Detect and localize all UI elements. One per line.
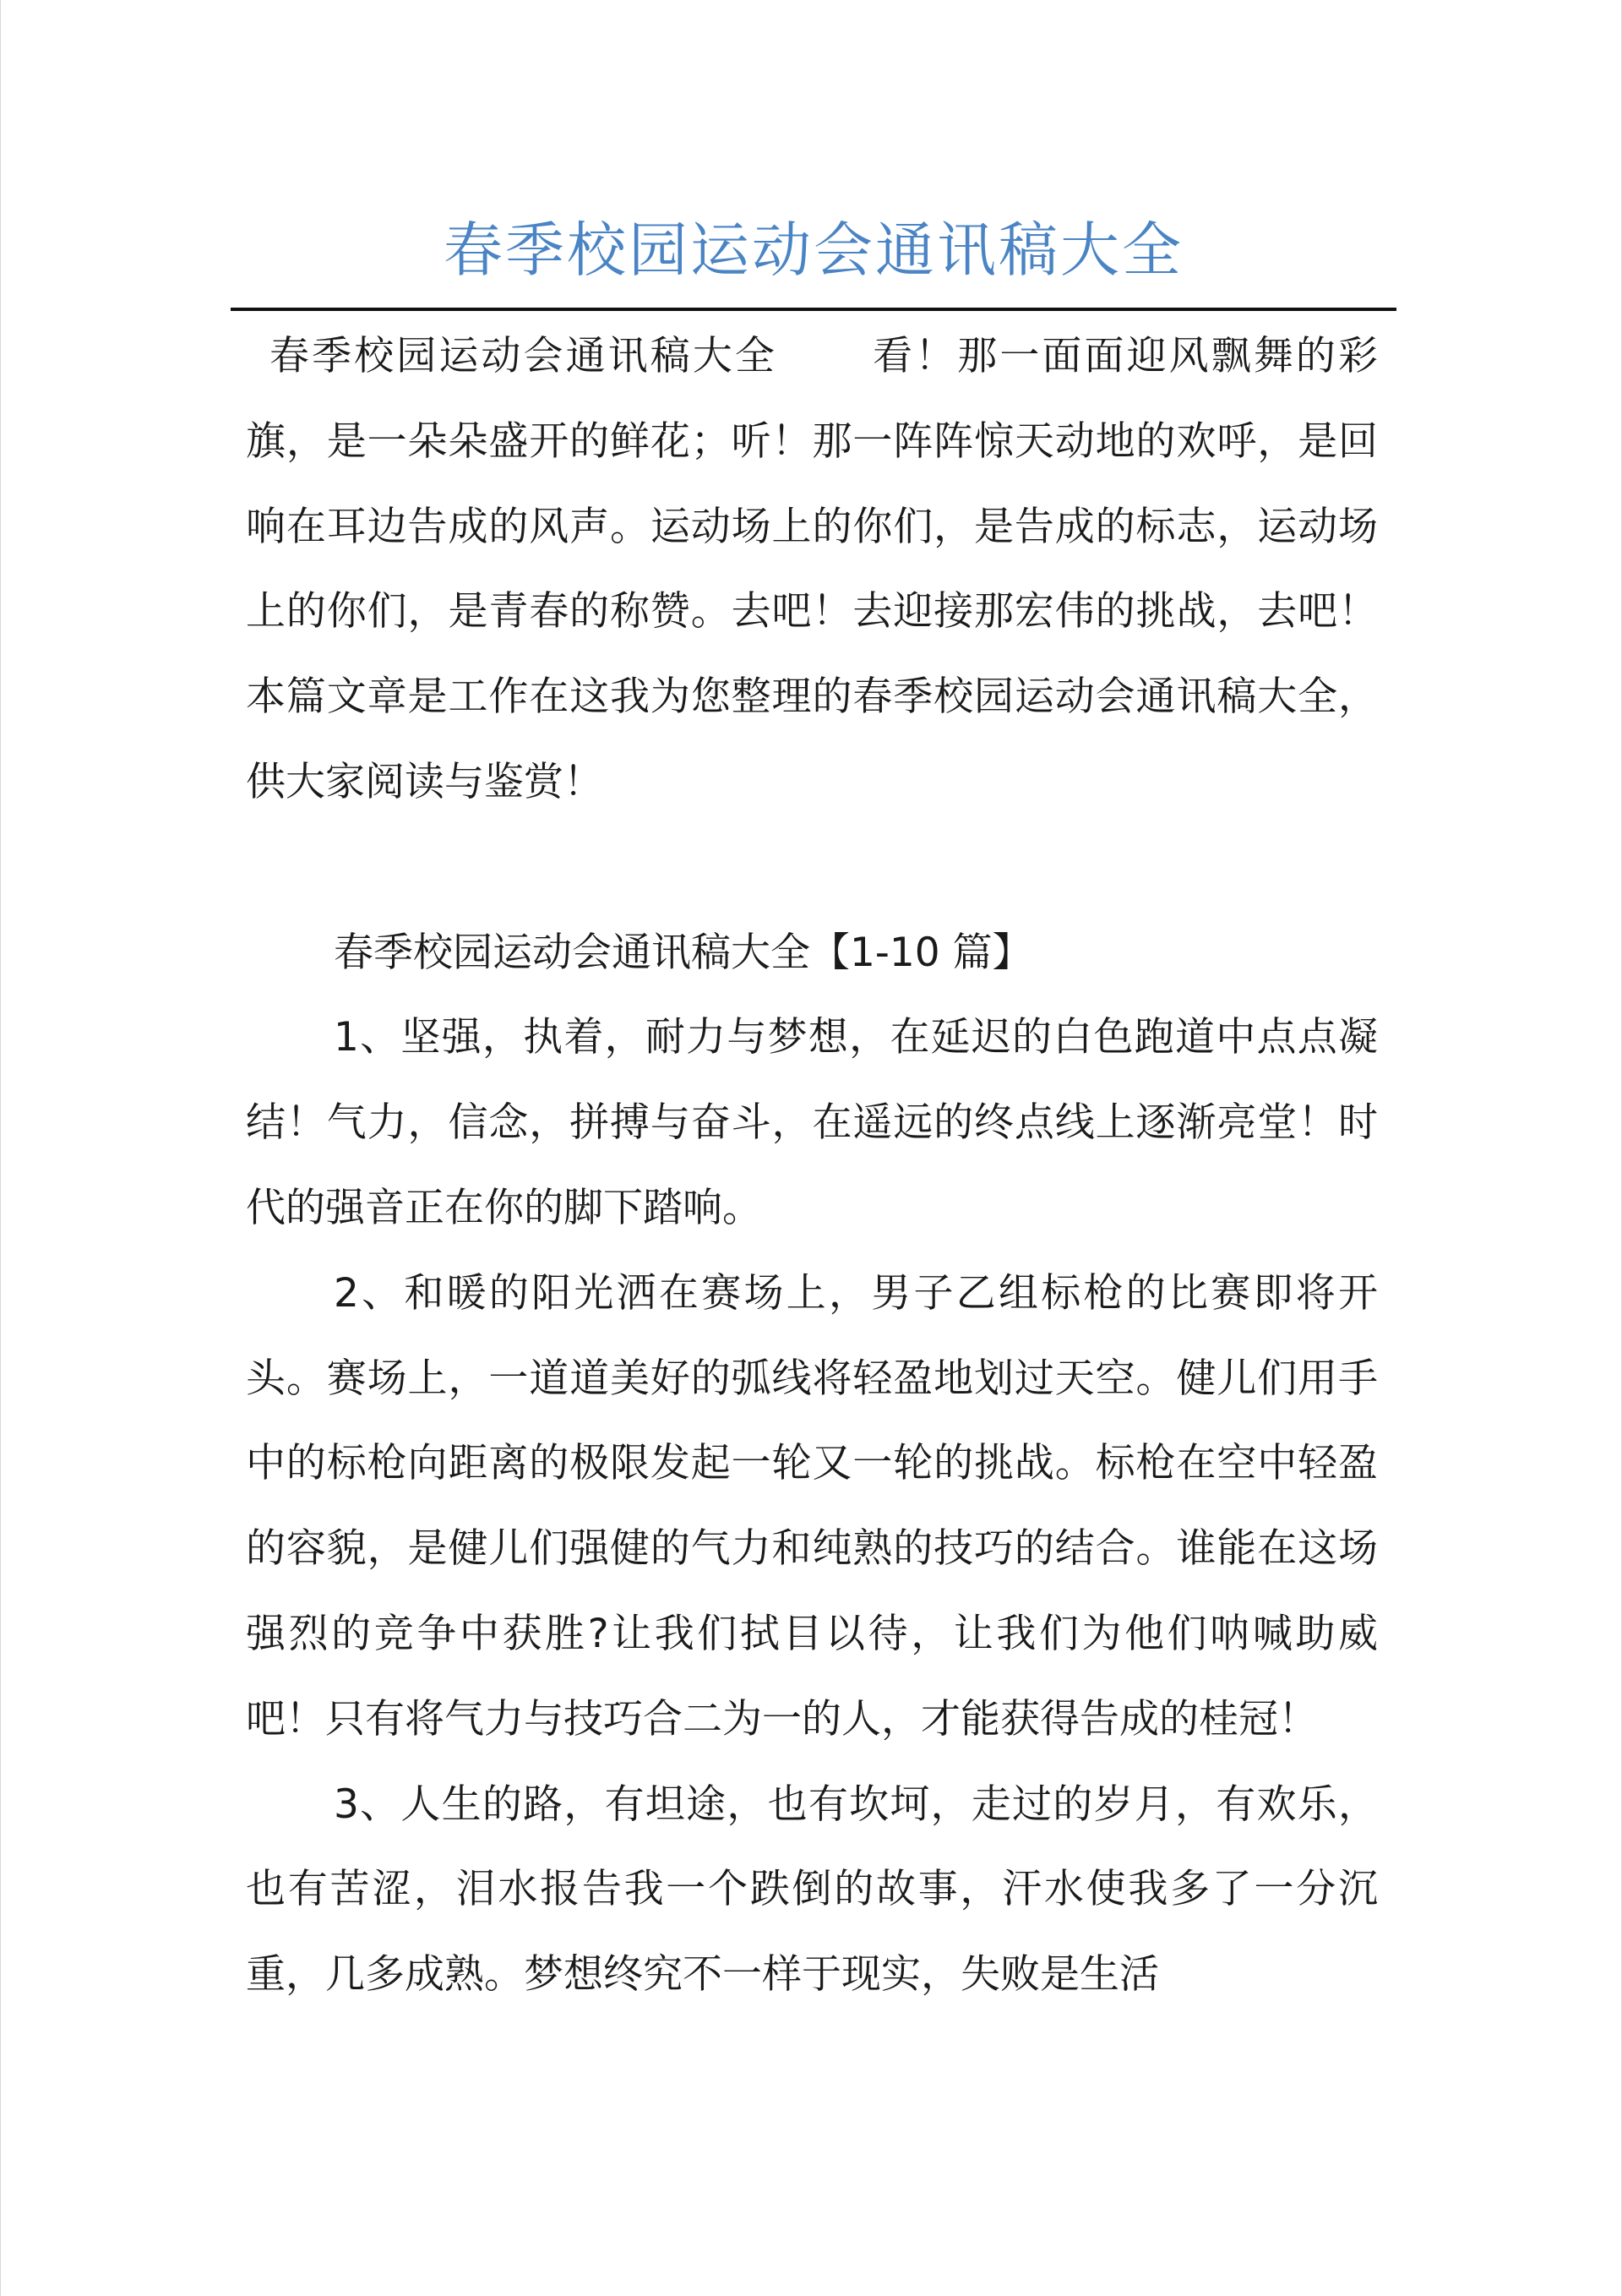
intro-heading: 春季校园运动会通讯稿大全: [269, 333, 777, 379]
blank-line: [246, 826, 1378, 911]
intro-paragraph: [246, 314, 1378, 826]
article-paragraph-1: 1、坚强，执着，耐力与梦想，在延迟的白色跑道中点点凝结！气力，信念，拼搏与奋斗，在遥远的终点线上逐渐亮堂！时代的强音正在你的脚下踏响。: [246, 1014, 1378, 1231]
document-title: 春季校园运动会通讯稿大全: [444, 215, 1184, 285]
article-paragraph-2: 2、和暖的阳光洒在赛场上，男子乙组标枪的比赛即将开头。赛场上，一道道美好的弧线将轻盈地划过天空。健儿们用手中的标枪向距离的极限发起一轮又一轮的挑战。标枪在空中轻盈的容貌，是健儿们强健的气力和纯熟的技巧的结合。谁能在这场强烈的竞争中获胜?让我们拭目以待，让我们为他们呐喊助威吧！只有将气力与技巧合二为一的人，才能获得告成的桂冠！: [246, 1269, 1378, 1742]
title-underline: [231, 308, 1396, 311]
intro-text: 看！那一面面迎风飘舞的彩旗，是一朵朵盛开的鲜花；听！那一阵阵惊天动地的欢呼，是回响在耳边告成的风声。运动场上的你们，是告成的标志，运动场上的你们，是青春的称赞。去吧！去迎接那宏伟的挑战，去吧！本篇文章是工作在这我为您整理的春季校园运动会通讯稿大全，供大家阅读与鉴赏！: [246, 333, 1378, 805]
article-paragraph-3: 3、人生的路，有坦途，也有坎坷，走过的岁月，有欢乐，也有苦涩，泪水报告我一个跌倒的故事，汗水使我多了一分沉重，几多成熟。梦想终究不一样于现实，失败是生活: [246, 1781, 1378, 1999]
section-heading: 春季校园运动会通讯稿大全【1-10 篇】: [334, 929, 1032, 976]
document-body: [246, 314, 1378, 2018]
